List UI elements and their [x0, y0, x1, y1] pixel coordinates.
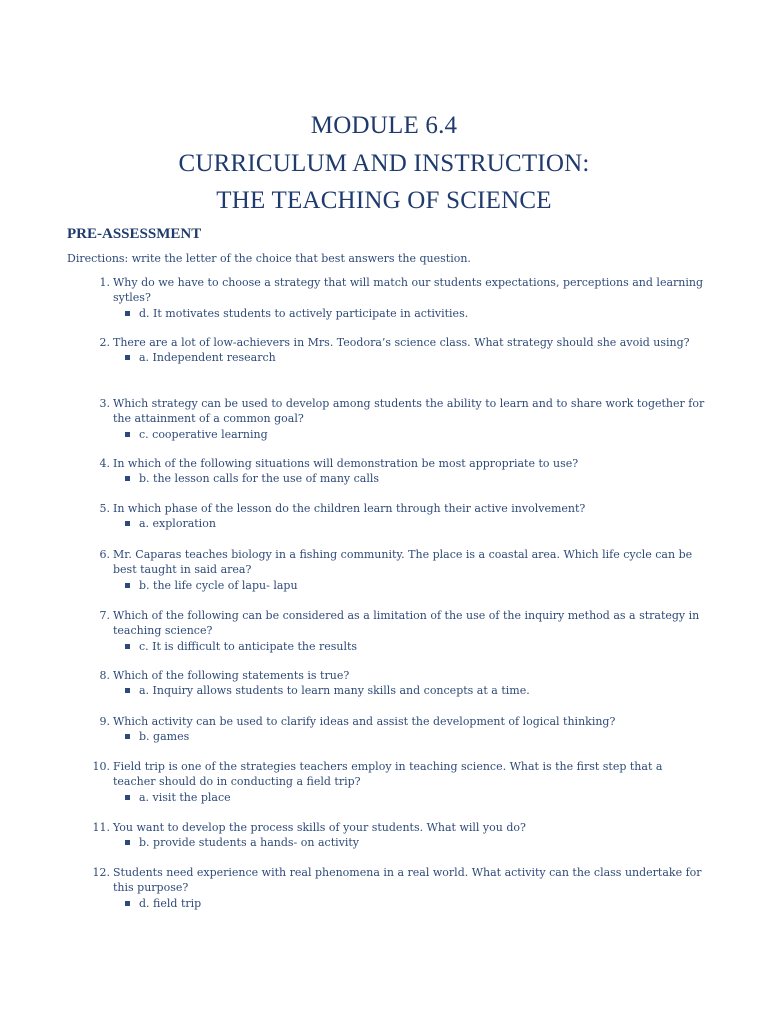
answer-item	[139, 896, 706, 911]
question-text: Students need experience with real phenomena in a real world. What activity can the class undertake for this purpose?	[113, 866, 702, 895]
module-title: MODULE 6.4	[310, 112, 458, 139]
question-number: 4.	[99, 457, 110, 470]
module-subtitle-line-2: THE TEACHING OF SCIENCE	[216, 187, 552, 214]
square-bullet-icon	[125, 840, 130, 845]
question-item	[86, 396, 706, 442]
answer-item	[139, 639, 706, 654]
question-item	[86, 547, 706, 593]
square-bullet-icon	[125, 311, 130, 316]
question-text: There are a lot of low-achievers in Mrs. Teodora’s science class. What strategy should she avoid using?	[113, 336, 690, 349]
question-text: Which of the following can be considered as a limitation of the use of the inquiry method as a strategy in teaching science?	[113, 609, 700, 638]
square-bullet-icon	[125, 795, 130, 800]
answer-text: d. field trip	[139, 896, 202, 910]
question-number: 8.	[99, 669, 110, 682]
answer-text: d. It motivates students to actively participate in activities.	[139, 306, 469, 320]
square-bullet-icon	[125, 476, 130, 481]
question-number: 9.	[99, 715, 110, 728]
question-number: 6.	[99, 548, 110, 561]
question-text: Mr. Caparas teaches biology in a fishing community. The place is a coastal area. Which life cycle can be best taught in said area?	[113, 548, 693, 577]
question-text: Field trip is one of the strategies teachers employ in teaching science. What is the first step that a teacher should do in conducting a field trip?	[113, 760, 663, 789]
answer-item	[139, 578, 706, 593]
question-item	[86, 335, 706, 366]
answer-item	[139, 350, 706, 365]
square-bullet-icon	[125, 432, 130, 437]
question-text: You want to develop the process skills of your students. What will you do?	[113, 821, 526, 834]
square-bullet-icon	[125, 901, 130, 906]
question-item	[86, 608, 706, 654]
question-text: In which of the following situations will demonstration be most appropriate to use?	[113, 457, 579, 470]
answer-text: b. provide students a hands- on activity	[139, 836, 359, 850]
question-number: 11.	[92, 821, 110, 834]
answer-text: a. Inquiry allows students to learn many skills and concepts at a time.	[139, 684, 530, 698]
answer-text: b. the life cycle of lapu- lapu	[139, 578, 298, 592]
question-number: 10.	[92, 760, 110, 773]
answer-text: a. exploration	[139, 517, 216, 531]
question-item	[86, 865, 706, 911]
answer-item	[139, 790, 706, 805]
answer-text: a. Independent research	[139, 351, 276, 365]
answer-item	[139, 516, 706, 531]
answer-text: c. cooperative learning	[139, 427, 268, 441]
square-bullet-icon	[125, 583, 130, 588]
answer-text: b. games	[139, 730, 190, 744]
answer-text: b. the lesson calls for the use of many calls	[139, 472, 380, 486]
answer-item	[139, 835, 706, 850]
question-number: 7.	[99, 609, 110, 622]
section-heading: PRE-ASSESSMENT	[67, 226, 202, 242]
question-item	[86, 668, 706, 699]
question-text: Why do we have to choose a strategy that will match our students expectations, perceptions and learning sytles?	[113, 276, 704, 305]
question-number: 1.	[99, 276, 110, 289]
question-number: 2.	[99, 336, 110, 349]
square-bullet-icon	[125, 521, 130, 526]
answer-item	[139, 683, 706, 698]
answer-item	[139, 427, 706, 442]
question-item	[86, 456, 706, 487]
directions-text: Directions: write the letter of the choice that best answers the question.	[67, 252, 471, 265]
question-item	[86, 820, 706, 851]
question-number: 12.	[92, 866, 110, 879]
question-text: Which of the following statements is true?	[113, 669, 350, 682]
question-number: 5.	[99, 502, 110, 515]
answer-text: c. It is difficult to anticipate the results	[139, 639, 358, 653]
answer-item	[139, 471, 706, 486]
answer-item	[139, 729, 706, 744]
question-number: 3.	[99, 397, 110, 410]
question-text: Which activity can be used to clarify ideas and assist the development of logical thinking?	[113, 715, 616, 728]
question-item	[86, 275, 706, 321]
question-item	[86, 714, 706, 745]
question-item	[86, 501, 706, 532]
module-subtitle-line-1: CURRICULUM AND INSTRUCTION:	[178, 150, 590, 177]
square-bullet-icon	[125, 734, 130, 739]
answer-text: a. visit the place	[139, 790, 231, 804]
question-item	[86, 759, 706, 805]
square-bullet-icon	[125, 688, 130, 693]
question-text: In which phase of the lesson do the children learn through their active involvement?	[113, 502, 586, 515]
question-text: Which strategy can be used to develop among students the ability to learn and to share work together for the attainment of a common goal?	[113, 397, 705, 426]
square-bullet-icon	[125, 355, 130, 360]
answer-item	[139, 306, 706, 321]
square-bullet-icon	[125, 644, 130, 649]
